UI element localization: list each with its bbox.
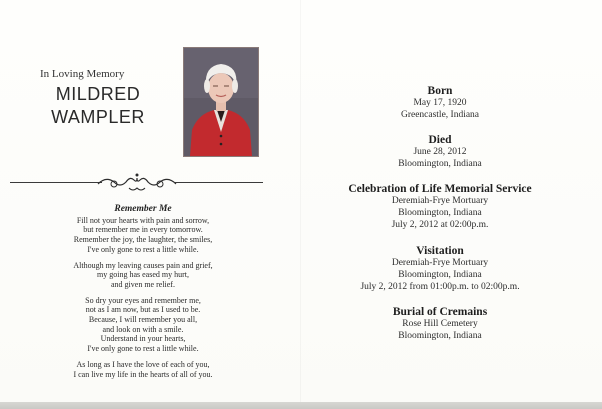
burial-heading: Burial of Cremains — [392, 306, 488, 318]
burial-place: Bloomington, Indiana — [398, 331, 482, 341]
poem-stanza — [28, 296, 258, 354]
poem — [28, 205, 258, 385]
celebration-section — [300, 183, 580, 231]
celebration-heading: Celebration of Life Memorial Service — [348, 183, 532, 195]
poem-title: Remember Me — [114, 204, 172, 214]
left-panel — [0, 0, 300, 400]
celebration-time: July 2, 2012 at 02:00p.m. — [391, 220, 489, 230]
died-heading: Died — [428, 134, 452, 146]
burial-cemetery: Rose Hill Cemetery — [402, 319, 478, 329]
celebration-venue: Deremiah-Frye Mortuary — [391, 196, 489, 206]
divider-line-right — [175, 182, 263, 183]
divider-line-left — [10, 182, 102, 183]
born-section — [300, 85, 580, 121]
poem-line: I can live my life in the hearts of all of you. — [73, 369, 213, 379]
poem-line: I've only gone to rest a little while. — [87, 244, 199, 254]
celebration-place: Bloomington, Indiana — [398, 208, 482, 218]
burial-section — [300, 306, 580, 342]
visitation-place: Bloomington, Indiana — [398, 270, 482, 280]
born-heading: Born — [427, 85, 453, 97]
died-place: Bloomington, Indiana — [398, 159, 482, 169]
died-section — [300, 134, 580, 170]
poem-line: Although my leaving causes pain and grief, — [73, 260, 213, 270]
poem-line: not as I am now, but as I used to be. — [85, 305, 201, 315]
died-date: June 28, 2012 — [413, 147, 467, 157]
poem-line: As long as I have the love of each of you, — [76, 359, 210, 369]
poem-line: So dry your eyes and remember me, — [85, 295, 201, 305]
right-panel — [300, 0, 602, 400]
poem-line: my going has eased my hurt, — [97, 270, 189, 280]
poem-line: I've only gone to rest a little while. — [87, 344, 199, 354]
scan-bottom-edge — [0, 402, 602, 409]
poem-line: and given me relief. — [111, 279, 175, 289]
poem-line: Remember the joy, the laughter, the smiles, — [73, 235, 213, 245]
poem-line: and look on with a smile. — [102, 324, 184, 334]
visitation-section — [300, 245, 580, 293]
poem-line: Understand in your hearts, — [100, 334, 186, 344]
visitation-venue: Deremiah-Frye Mortuary — [391, 258, 489, 268]
in-loving-memory-text: In Loving Memory — [40, 68, 125, 80]
poem-stanza — [28, 261, 258, 290]
portrait-photo — [183, 47, 259, 157]
visitation-time: July 2, 2012 from 01:00p.m. to 02:00p.m. — [360, 282, 520, 292]
poem-stanza — [28, 216, 258, 255]
born-place: Greencastle, Indiana — [400, 110, 480, 120]
poem-line: Fill not your hearts with pain and sorrow, — [76, 215, 210, 225]
first-name: MILDRED — [55, 84, 141, 104]
portrait-image — [184, 48, 258, 156]
poem-line: Because, I will remember you all, — [88, 315, 198, 325]
poem-stanza — [28, 360, 258, 379]
visitation-heading: Visitation — [416, 245, 464, 257]
flourish-ornament-icon — [96, 170, 178, 196]
last-name: WAMPLER — [51, 107, 145, 127]
poem-line: but remember me in every tomorrow. — [83, 225, 203, 235]
born-date: May 17, 1920 — [413, 98, 467, 108]
